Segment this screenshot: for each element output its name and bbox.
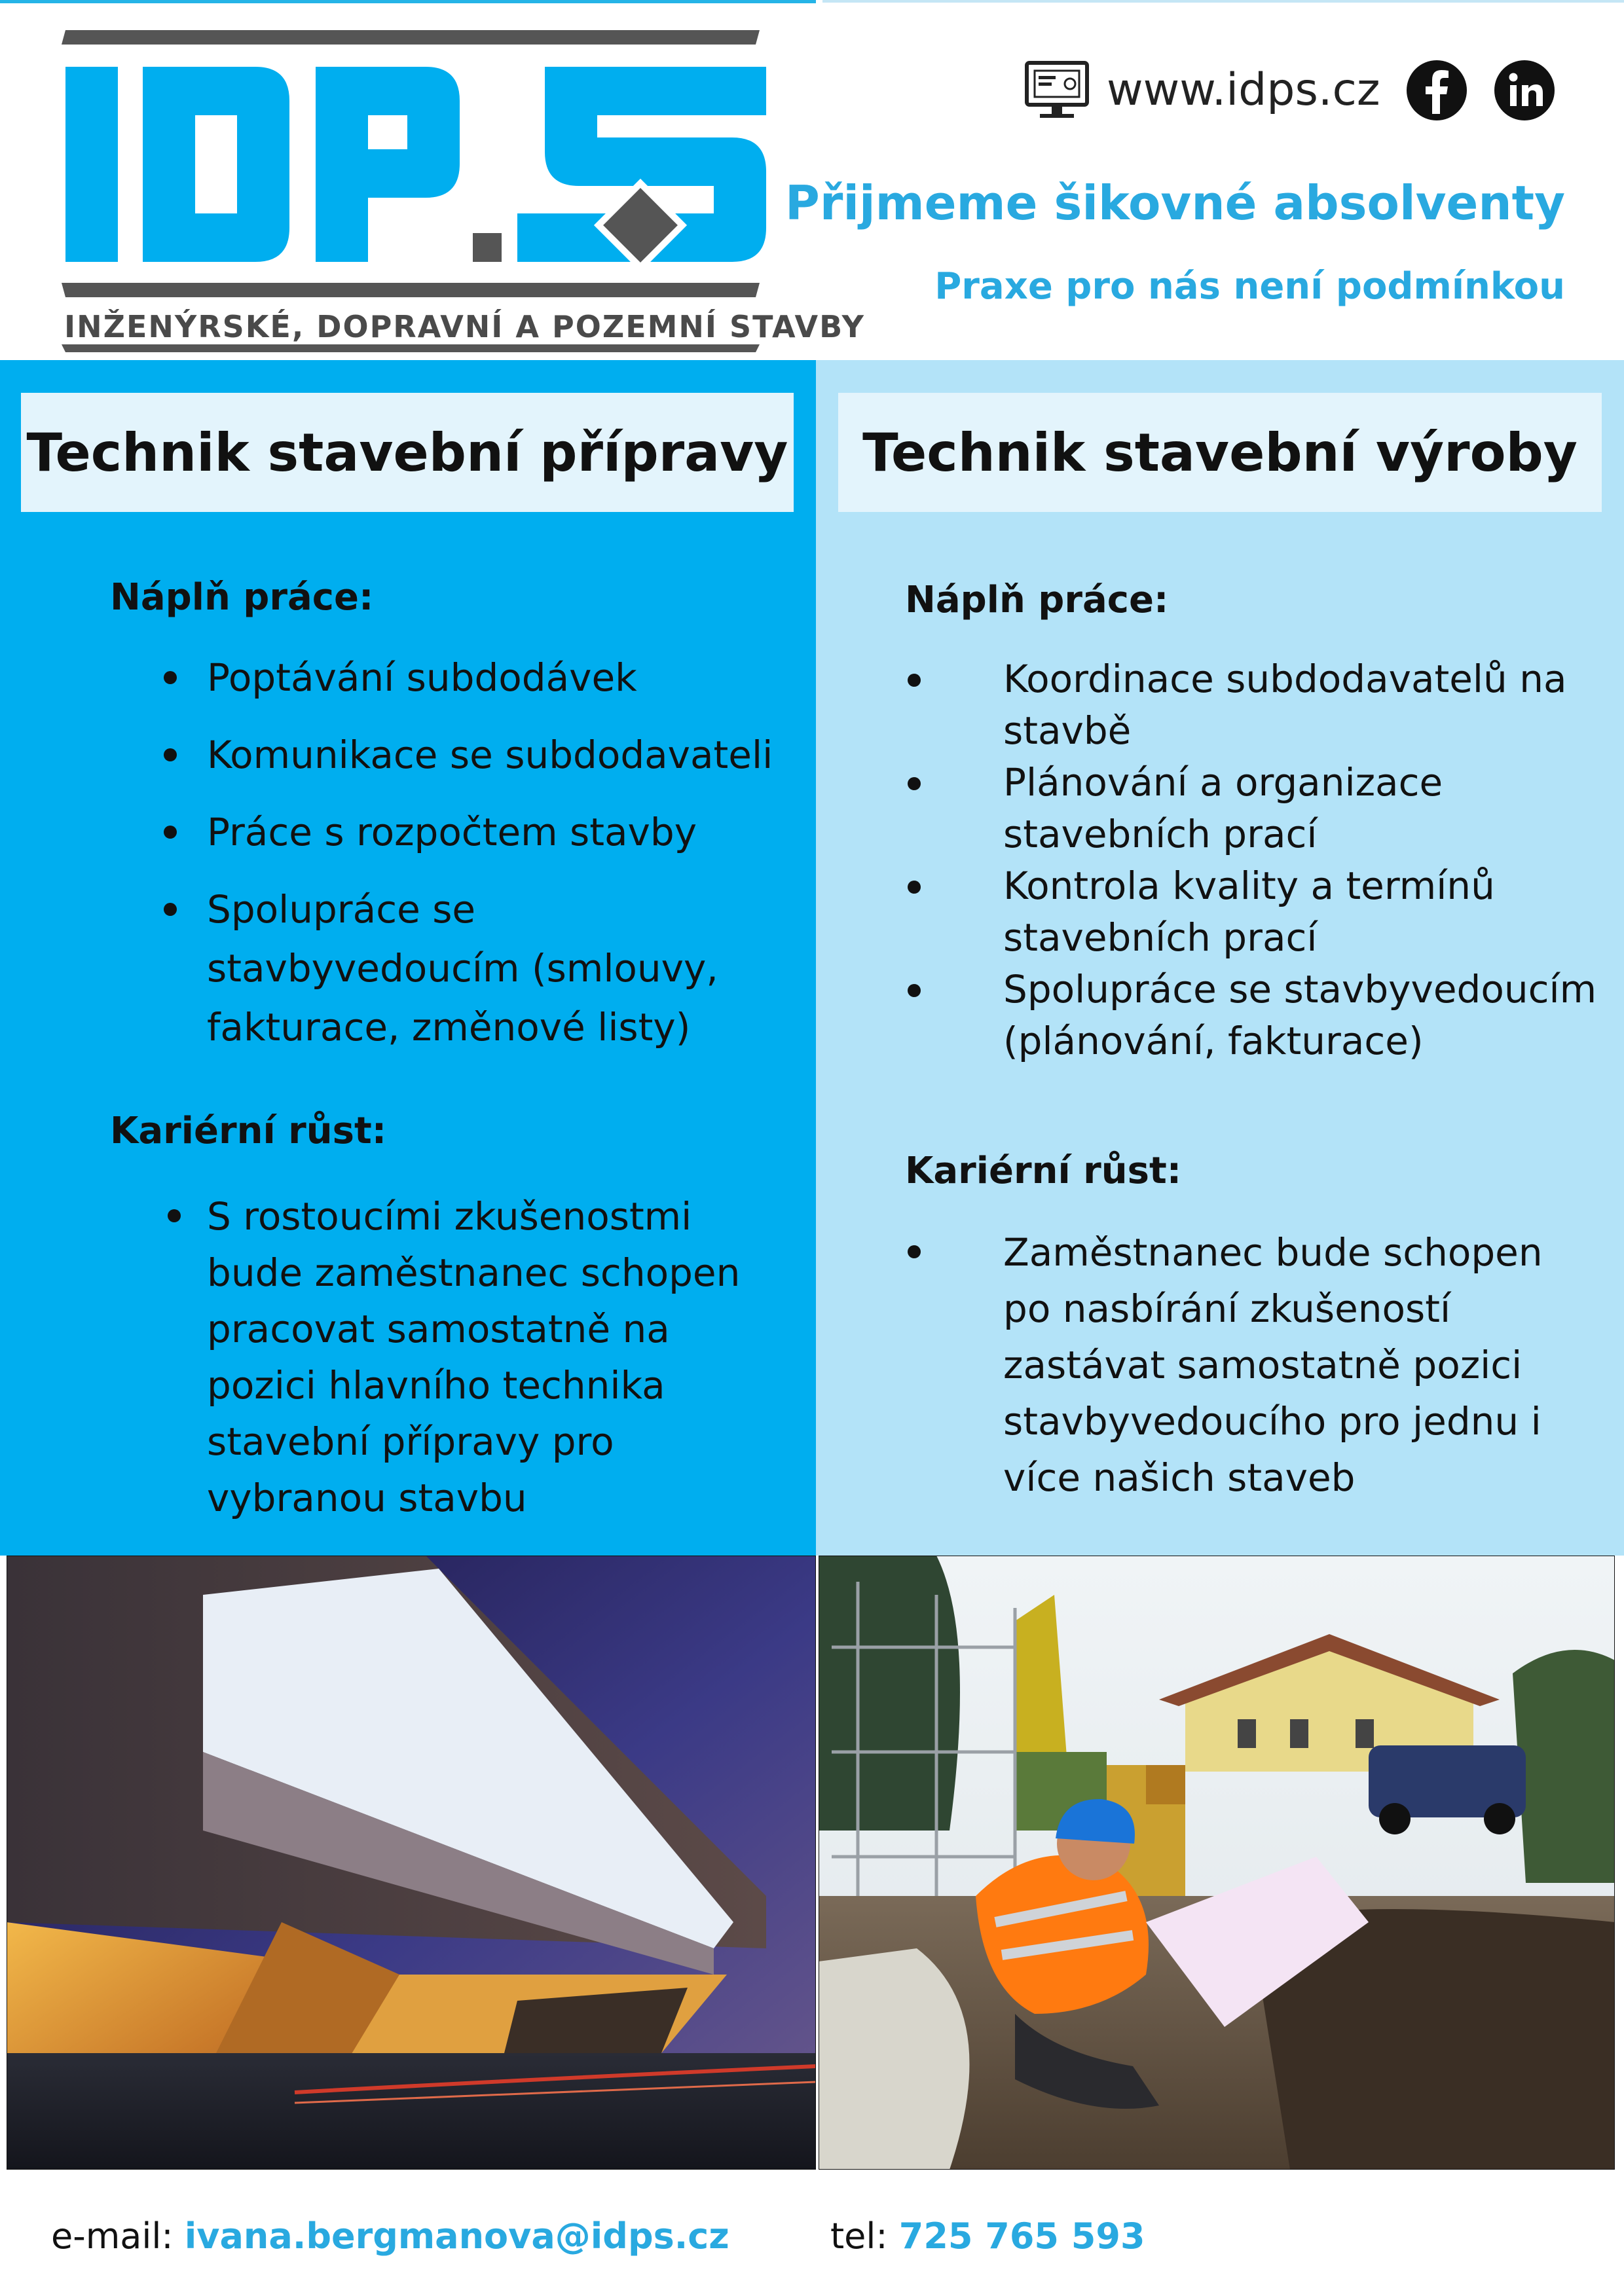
logo-tagline: INŽENÝRSKÉ, DOPRAVNÍ A POZEMNÍ STAVBY <box>64 309 865 344</box>
email-label: e-mail: <box>51 2215 174 2257</box>
position-title: Technik stavební výroby <box>838 393 1602 512</box>
building-photo <box>7 1556 816 2170</box>
list-item: Spolupráce se stavbyvedoucím (smlouvy, fakturace, změnové listy) <box>58 880 791 1057</box>
facebook-icon[interactable] <box>1405 59 1468 122</box>
list-item: Kontrola kvality a termínů stavebních prací <box>908 860 1602 964</box>
duties-list <box>908 653 1602 1067</box>
list-item: S rostoucími zkušenostmi bude zaměstnanec schopen pracovat samostatně na pozici hlavního technika stavební přípravy pro vybranou stavbu <box>58 1188 778 1526</box>
position-card-production <box>816 360 1624 1556</box>
website-link[interactable]: www.idps.cz <box>1107 64 1380 116</box>
duties-heading: Náplň práce: <box>110 576 374 619</box>
list-item: Spolupráce se stavbyvedoucím (plánování, fakturace) <box>908 964 1602 1067</box>
growth-list <box>908 1224 1602 1506</box>
web-icon[interactable] <box>1023 59 1091 122</box>
duties-heading: Náplň práce: <box>905 579 1169 621</box>
phone-contact <box>830 2215 1145 2257</box>
top-rule <box>822 0 1624 3</box>
list-item: Práce s rozpočtem stavby <box>58 803 791 862</box>
growth-heading: Kariérní růst: <box>110 1110 387 1152</box>
list-item: Poptávání subdodávek <box>58 648 791 707</box>
subheadline: Praxe pro nás není podmínkou <box>934 265 1565 308</box>
list-item: Zaměstnanec bude schopen po nasbírání zkušeností zastávat samostatně pozici stavbyvedoucího pro jednu i více našich staveb <box>908 1224 1602 1506</box>
header <box>0 0 1624 360</box>
growth-heading: Kariérní růst: <box>905 1150 1182 1192</box>
list-item: Komunikace se subdodavateli <box>58 725 791 784</box>
position-card-preparation <box>0 360 816 1556</box>
idps-logo <box>59 26 865 354</box>
duties-list <box>58 648 791 1075</box>
email-contact <box>51 2215 729 2257</box>
list-item: Koordinace subdodavatelů na stavbě <box>908 653 1602 757</box>
phone-link[interactable]: 725 765 593 <box>898 2215 1145 2257</box>
phone-label: tel: <box>830 2215 888 2257</box>
top-rule <box>0 0 816 3</box>
growth-list <box>58 1188 778 1526</box>
headline: Přijmeme šikovné absolventy <box>785 175 1565 230</box>
linkedin-icon[interactable] <box>1493 59 1556 122</box>
email-link[interactable]: ivana.bergmanova@idps.cz <box>184 2215 729 2257</box>
worker-photo <box>819 1556 1615 2170</box>
position-title: Technik stavební přípravy <box>21 393 794 512</box>
contact-footer <box>0 2170 1624 2296</box>
list-item: Plánování a organizace stavebních prací <box>908 757 1602 860</box>
